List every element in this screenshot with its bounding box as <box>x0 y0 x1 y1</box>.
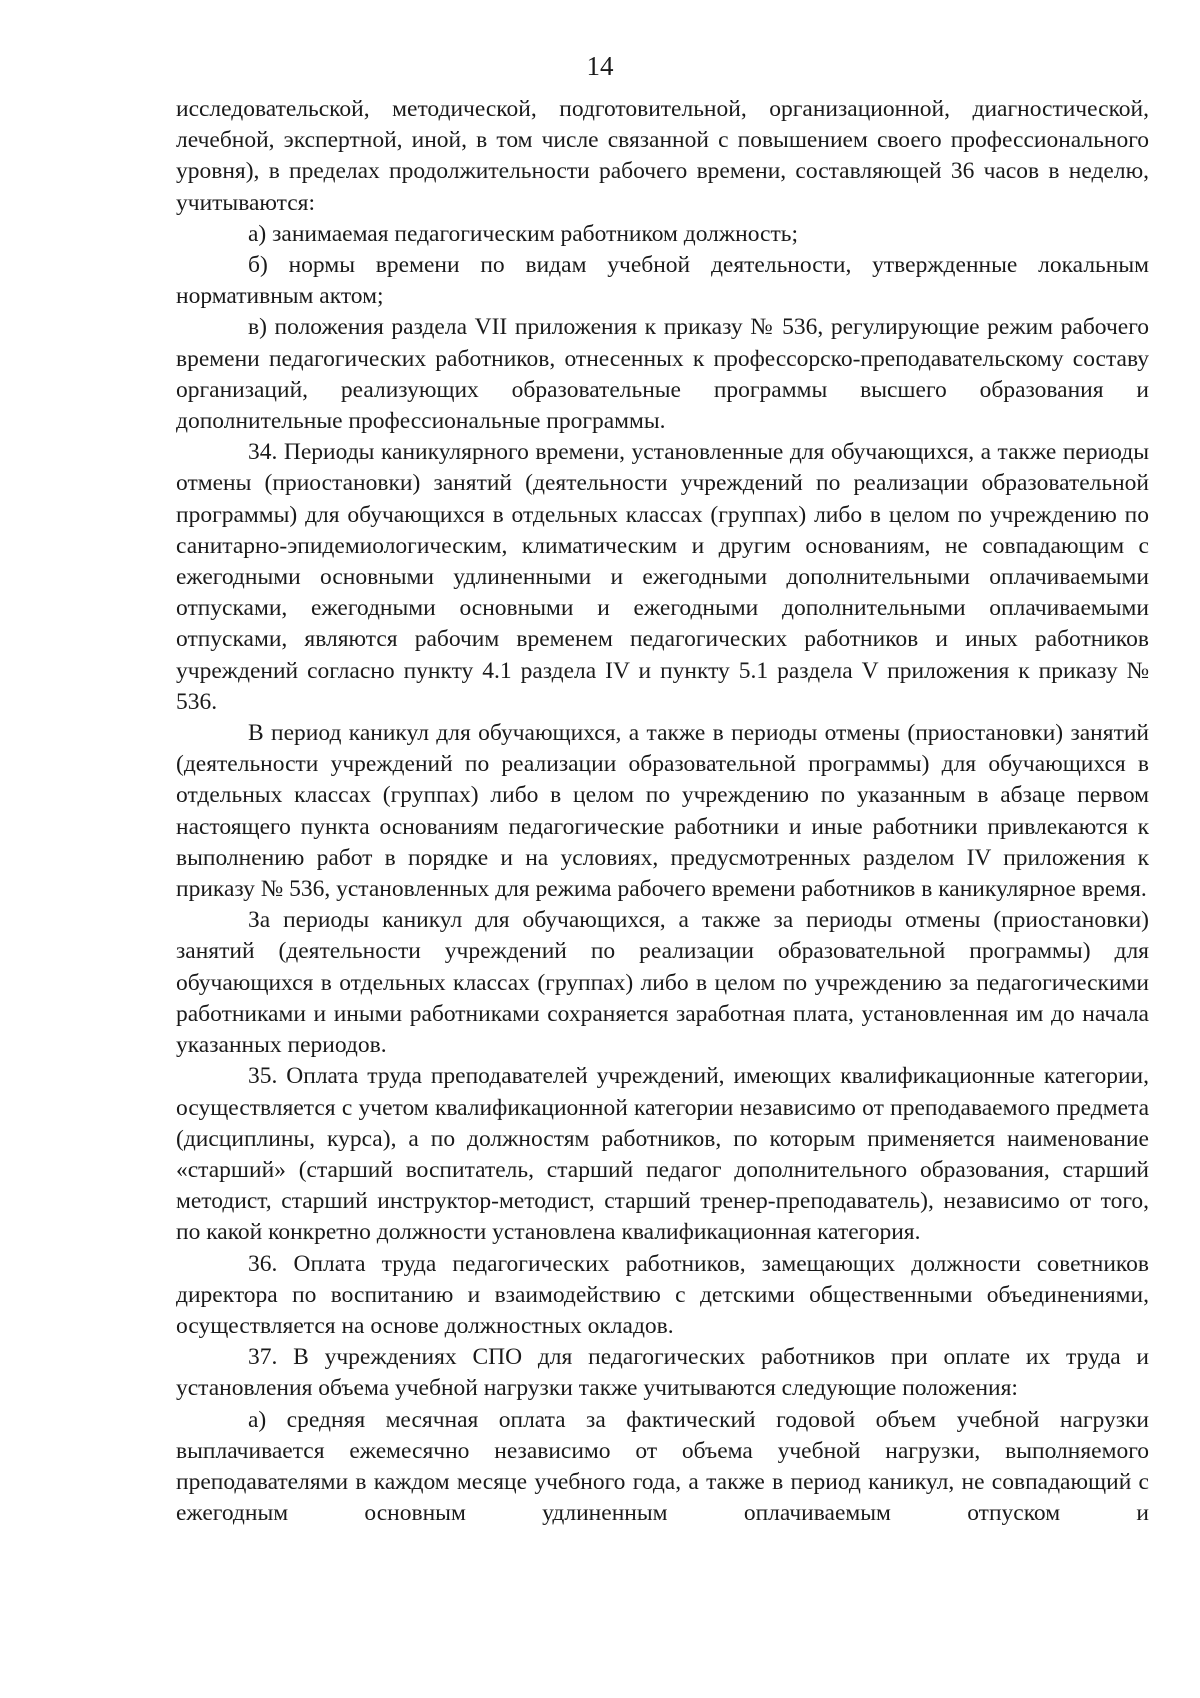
paragraph-36: 36. Оплата труда педагогических работников, замещающих должности советников директора по воспитанию и взаимодействию с детскими общественными объединениями, осуществляется на основе должностных окладов. <box>176 1250 1149 1339</box>
paragraph-item-v: в) положения раздела VII приложения к приказу № 536, регулирующие режим рабочего времени педагогических работников, отнесенных к профессорско-преподавательскому составу организаций, реализующих образовательные программы высшего образования и дополнительные профессиональные программы. <box>176 314 1149 435</box>
paragraph-34: 34. Периоды каникулярного времени, установленные для обучающихся, а также периоды отмены (приостановки) занятий (деятельности учреждений по реализации образовательной программы) для обучающихся в отдельных классах (группах) либо в целом по учреждению по санитарно-эпидемиологическим, климатическим и другим основаниям, не совпадающим с ежегодными основными удлиненными и ежегодными дополнительными оплачиваемыми отпусками, ежегодными основными и ежегодными дополнительными оплачиваемыми отпусками, являются рабочим временем педагогических работников и иных работников учреждений согласно пункту 4.1 раздела IV и пункту 5.1 раздела V приложения к приказу № 536. <box>176 439 1149 715</box>
page-number: 14 <box>586 51 614 81</box>
paragraph-34-second: В период каникул для обучающихся, а также в периоды отмены (приостановки) занятий (деятельности учреждений по реализации образовательной программы) для обучающихся в отдельных классах (группах) либо в целом по учреждению по указанным в абзаце первом настоящего пункта основаниям педагогические работники и иные работники привлекаются к выполнению работ в порядке и на условиях, предусмотренных разделом IV приложения к приказу № 536, установленных для режима рабочего времени работников в каникулярное время. <box>176 720 1149 903</box>
paragraph-item-b: б) нормы времени по видам учебной деятельности, утвержденные локальным нормативным актом; <box>176 252 1149 310</box>
paragraph-37: 37. В учреждениях СПО для педагогических работников при оплате их труда и установления объема учебной нагрузки также учитываются следующие положения: <box>176 1344 1149 1402</box>
paragraph-37-item-a: а) средняя месячная оплата за фактический годовой объем учебной нагрузки выплачивается ежемесячно независимо от объема учебной нагрузки, выполняемого преподавателями в каждом месяце учебного года, а также в период каникул, не совпадающий с ежегодным основным удлиненным оплачиваемым отпуском и <box>176 1406 1149 1527</box>
paragraph-34-third: За периоды каникул для обучающихся, а также за периоды отмены (приостановки) занятий (деятельности учреждений по реализации образовательной программы) для обучающихся в отдельных классах (группах) либо в целом по учреждению за педагогическими работниками и иными работниками сохраняется заработная плата, установленная им до начала указанных периодов. <box>176 907 1149 1059</box>
paragraph-35: 35. Оплата труда преподавателей учреждений, имеющих квалификационные категории, осуществляется с учетом квалификационной категории независимо от преподаваемого предмета (дисциплины, курса), а по должностям работников, по которым применяется наименование «старший» (старший воспитатель, старший педагог дополнительного образования, старший методист, старший инструктор-методист, старший тренер-преподаватель), независимо от того, по какой конкретно должности установлена квалификационная категория. <box>176 1063 1149 1246</box>
document-body <box>176 94 1149 1529</box>
paragraph-item-a: а) занимаемая педагогическим работником должность; <box>248 220 798 247</box>
paragraph-33-continuation: исследовательской, методической, подготовительной, организационной, диагностической, лечебной, экспертной, иной, в том числе связанной с повышением своего профессионального уровня), в пределах продолжительности рабочего времени, составляющей 36 часов в неделю, учитываются: <box>176 96 1149 216</box>
